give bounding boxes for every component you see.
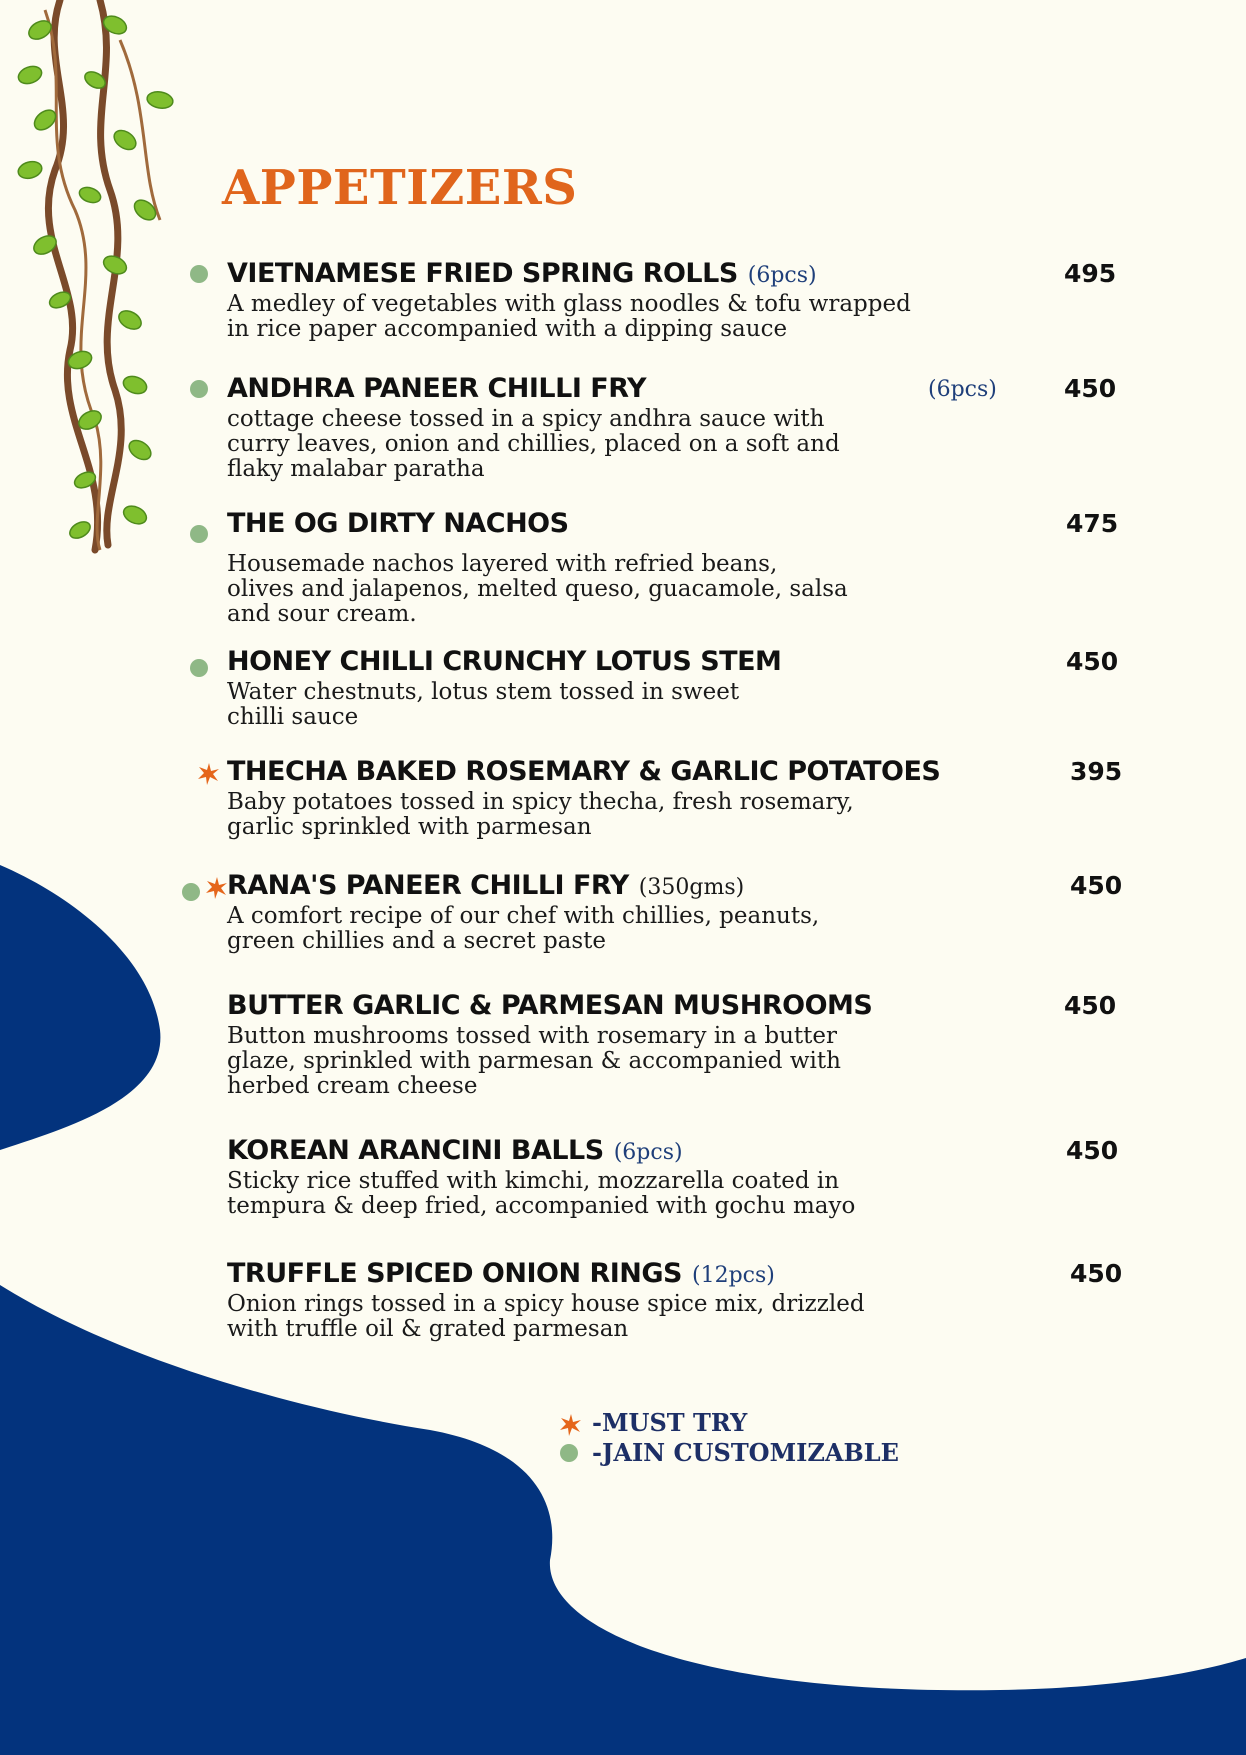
item-description: Onion rings tossed in a spicy house spice mix, drizzled with truffle oil & grated parmesan bbox=[227, 1291, 865, 1342]
item-price: 450 bbox=[1066, 1136, 1119, 1165]
item-quantity: (6pcs) bbox=[747, 263, 817, 288]
section-title: APPETIZERS bbox=[222, 160, 578, 216]
item-price: 395 bbox=[1070, 757, 1123, 786]
item-name-text: RANA'S PANEER CHILLI FRY bbox=[227, 870, 629, 901]
item-price: 495 bbox=[1064, 259, 1117, 288]
item-name bbox=[227, 373, 646, 405]
item-name-text: TRUFFLE SPICED ONION RINGS bbox=[227, 1258, 683, 1289]
item-price: 450 bbox=[1066, 647, 1119, 676]
item-price: 475 bbox=[1066, 509, 1119, 538]
item-description: Baby potatoes tossed in spicy thecha, fresh rosemary, garlic sprinkled with parmesan bbox=[227, 789, 854, 840]
item-name-text: BUTTER GARLIC & PARMESAN MUSHROOMS bbox=[227, 990, 873, 1021]
item-name bbox=[227, 1258, 775, 1292]
item-name-text: KOREAN ARANCINI BALLS bbox=[227, 1135, 604, 1166]
item-name-text: VIETNAMESE FRIED SPRING ROLLS bbox=[227, 258, 738, 289]
item-name bbox=[227, 1135, 683, 1169]
item-quantity: (6pcs) bbox=[613, 1140, 683, 1165]
item-description: A medley of vegetables with glass noodles & tofu wrapped in rice paper accompanied with a dipping sauce bbox=[227, 291, 911, 342]
item-price: 450 bbox=[1070, 1259, 1123, 1288]
item-name-text: THE OG DIRTY NACHOS bbox=[227, 508, 569, 539]
item-description: cottage cheese tossed in a spicy andhra sauce with curry leaves, onion and chillies, placed on a soft and flaky malabar paratha bbox=[227, 406, 840, 482]
item-name-text: THECHA BAKED ROSEMARY & GARLIC POTATOES bbox=[227, 756, 941, 787]
legend-must-try-label: -MUST TRY bbox=[592, 1408, 748, 1437]
jain-dot-icon bbox=[190, 659, 208, 677]
item-description: Housemade nachos layered with refried beans, olives and jalapenos, melted queso, guacamole, salsa and sour cream. bbox=[227, 551, 848, 627]
jain-dot-icon bbox=[190, 265, 208, 283]
jain-dot-icon bbox=[182, 883, 200, 901]
jain-dot-icon bbox=[190, 525, 208, 543]
item-price: 450 bbox=[1064, 374, 1117, 403]
item-quantity: (6pcs) bbox=[928, 377, 997, 402]
item-name bbox=[227, 870, 744, 904]
item-price: 450 bbox=[1070, 871, 1123, 900]
item-name bbox=[227, 508, 569, 540]
item-name-text: ANDHRA PANEER CHILLI FRY bbox=[227, 373, 647, 404]
item-description: A comfort recipe of our chef with chillies, peanuts, green chillies and a secret paste bbox=[227, 903, 820, 954]
item-description: Water chestnuts, lotus stem tossed in sweet chilli sauce bbox=[227, 679, 740, 730]
item-name bbox=[227, 990, 872, 1022]
item-name bbox=[227, 646, 781, 678]
legend-jain-label: -JAIN CUSTOMIZABLE bbox=[592, 1438, 899, 1467]
item-description: Button mushrooms tossed with rosemary in a butter glaze, sprinkled with parmesan & accompanied with herbed cream cheese bbox=[227, 1023, 841, 1099]
item-name bbox=[227, 756, 940, 788]
item-description: Sticky rice stuffed with kimchi, mozzarella coated in tempura & deep fried, accompanied with gochu mayo bbox=[227, 1168, 856, 1219]
jain-dot-icon bbox=[560, 1444, 578, 1462]
item-price: 450 bbox=[1064, 991, 1117, 1020]
jain-dot-icon bbox=[190, 380, 208, 398]
item-quantity: (350gms) bbox=[638, 875, 745, 900]
must-try-star-icon bbox=[196, 761, 222, 787]
must-try-star-icon bbox=[558, 1412, 584, 1438]
item-name-text: HONEY CHILLI CRUNCHY LOTUS STEM bbox=[227, 646, 782, 677]
item-quantity: (12pcs) bbox=[692, 1263, 775, 1288]
item-name bbox=[227, 258, 817, 292]
